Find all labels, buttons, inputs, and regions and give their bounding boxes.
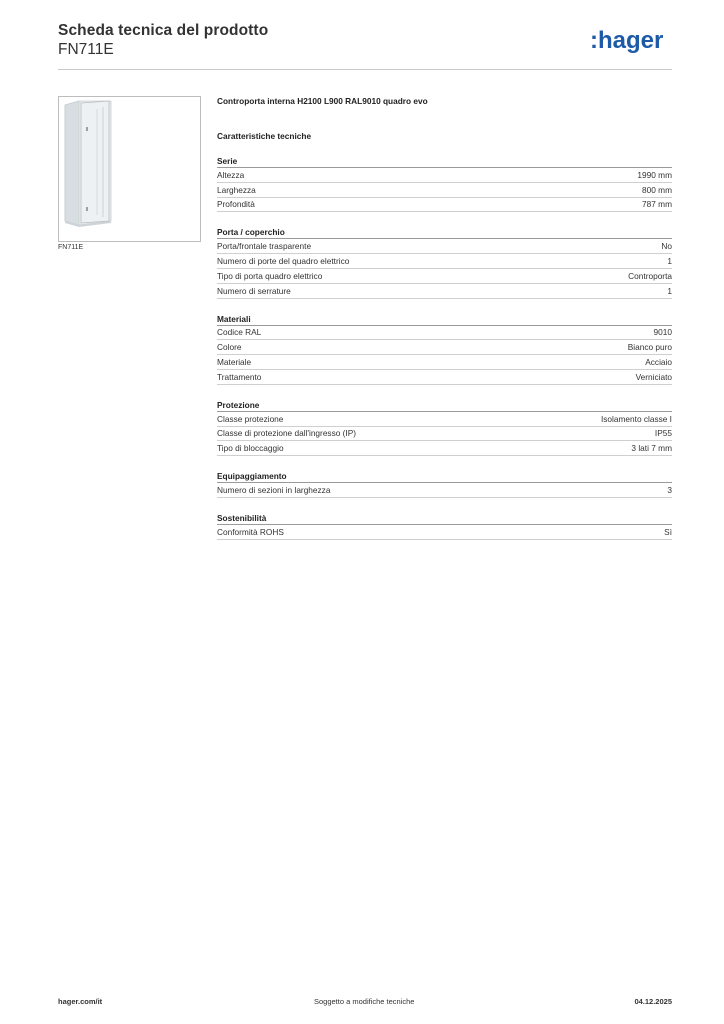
spec-group [217,513,672,540]
spec-row [217,254,672,269]
spec-row [217,340,672,355]
footer-note: Soggetto a modifiche tecniche [314,997,415,1006]
spec-value: 1 [667,285,672,296]
spec-group [217,471,672,498]
spec-row [217,168,672,183]
spec-label: Classe protezione [217,413,284,424]
spec-row [217,198,672,213]
spec-label: Codice RAL [217,327,262,338]
spec-row [217,525,672,540]
spec-value: 1 [667,256,672,267]
spec-value: 800 mm [642,184,672,195]
product-image [58,96,201,242]
spec-value: 787 mm [642,199,672,210]
spec-label: Numero di sezioni in larghezza [217,485,331,496]
spec-label: Classe di protezione dall'ingresso (IP) [217,428,357,439]
spec-value: IP55 [654,428,672,439]
footer-website: hager.com/it [58,997,103,1006]
spec-label: Porta/frontale trasparente [217,241,312,252]
spec-label: Profondità [217,199,255,210]
spec-label: Altezza [217,169,245,180]
spec-value: Verniciato [635,371,672,382]
hager-logo-text: :hager [590,27,664,54]
group-title: Sostenibilità [217,513,672,525]
product-name: Controporta interna H2100 L900 RAL9010 quadro evo [217,96,428,106]
spec-row [217,370,672,385]
spec-value: No [661,241,672,252]
spec-label: Numero di porte del quadro elettrico [217,256,350,267]
spec-value: 3 [667,485,672,496]
spec-value: Bianco puro [627,342,672,353]
spec-group [217,400,672,456]
page-header [58,22,672,70]
hager-logo [590,27,670,55]
spec-row [217,427,672,442]
spec-value: Controporta [628,270,672,281]
spec-label: Tipo di bloccaggio [217,443,284,454]
spec-row [217,269,672,284]
group-title: Protezione [217,400,672,412]
cabinet-door-image [59,97,200,241]
page-title: Scheda tecnica del prodotto [58,22,269,39]
spec-label: Numero di serrature [217,285,291,296]
spec-row [217,326,672,341]
spec-row [217,239,672,254]
spec-row [217,441,672,456]
group-title: Serie [217,156,672,168]
spec-label: Larghezza [217,184,256,195]
spec-value: Isolamento classe I [600,413,672,424]
spec-row [217,183,672,198]
spec-label: Tipo di porta quadro elettrico [217,270,323,281]
spec-row [217,355,672,370]
spec-group [217,314,672,385]
spec-label: Conformità ROHS [217,526,284,537]
image-caption: FN711E [58,244,84,251]
spec-label: Trattamento [217,371,262,382]
spec-value: 9010 [653,327,672,338]
spec-group [217,227,672,298]
spec-value: Sì [664,526,672,537]
spec-content [217,96,672,540]
section-heading: Caratteristiche tecniche [217,131,312,141]
spec-value: 3 lati 7 mm [631,443,672,454]
footer-date: 04.12.2025 [634,997,672,1006]
spec-label: Colore [217,342,242,353]
spec-value: 1990 mm [637,169,672,180]
group-title: Porta / coperchio [217,227,672,239]
spec-row [217,483,672,498]
spec-row [217,412,672,427]
product-code: FN711E [58,41,114,58]
group-title: Materiali [217,314,672,326]
spec-row [217,284,672,299]
group-title: Equipaggiamento [217,471,672,483]
spec-value: Acciaio [645,357,672,368]
spec-group [217,156,672,212]
spec-groups [217,156,672,540]
spec-label: Materiale [217,357,252,368]
